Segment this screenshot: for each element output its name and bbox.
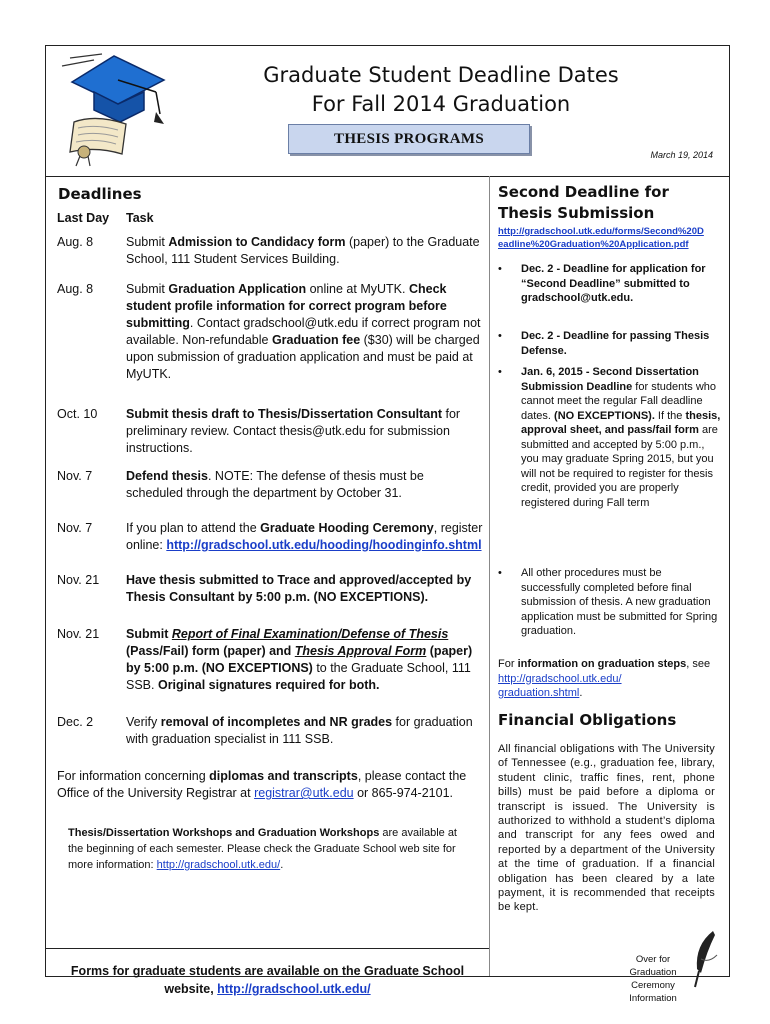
graduation-steps-link[interactable]: http://gradschool.utk.edu/ [498, 672, 622, 685]
financial-heading: Financial Obligations [498, 711, 677, 729]
row-date: Oct. 10 [57, 407, 98, 421]
col-task: Task [126, 211, 154, 225]
bullet-dot: • [498, 330, 502, 342]
page-title-line1: Graduate Student Deadline Dates [263, 63, 619, 87]
column-divider [489, 176, 490, 976]
registrar-email-link[interactable]: registrar@utk.edu [254, 786, 354, 800]
bullet-text: Dec. 2 - Deadline for application for “Second Deadline” submitted to gradschool@utk.edu. [521, 263, 706, 304]
col-last-day: Last Day [57, 211, 110, 225]
second-deadline-link[interactable]: http://gradschool.utk.edu/forms/Second%20D eadline%20Graduation%20Application.pdf [498, 226, 704, 250]
deadlines-column-headers [57, 211, 154, 225]
bullet-dot: • [498, 366, 502, 378]
row-task: Defend thesis. NOTE: The defense of thesis must be scheduled through the department by October 31. [126, 469, 424, 500]
page-title-line2: For Fall 2014 Graduation [311, 92, 571, 116]
bullet-dot: • [498, 567, 502, 579]
row-task: Submit thesis draft to Thesis/Dissertation Consultant for preliminary review. Contact thesis@utk.edu for submission instructions. [126, 407, 461, 455]
forms-box [46, 948, 489, 996]
row-task: If you plan to attend the Graduate Hooding Ceremony, register online: http://gradschool.utk.edu/hooding/hoodinginfo.shtml [126, 521, 483, 552]
forms-note: Forms for graduate students are available on the Graduate School website, http://gradschool.utk.edu/ [70, 964, 465, 996]
row-date: Nov. 21 [57, 573, 100, 587]
bullet-text: Jan. 6, 2015 - Second Dissertation Submission Deadline for students who cannot meet the regular Fall deadline dates. (NO EXCEPTIONS). If the thesis, approval sheet, and pass/fail form are submitted and accepted by 5:00 p.m., you may graduate Spring 2015, but you will not be required to register for thesis credit, provided you are properly registered during Fall term [521, 366, 721, 509]
row-date: Nov. 7 [57, 521, 93, 535]
row-task: Submit Admission to Candidacy form (paper) to the Graduate School, 111 Student Services Building. [126, 235, 480, 266]
document-page [45, 45, 730, 1004]
graduation-cap-diploma-icon [56, 52, 176, 167]
row-date: Aug. 8 [57, 282, 94, 296]
document-date: March 19, 2014 [650, 150, 713, 160]
bullet-dot: • [498, 263, 502, 275]
row-task: Verify removal of incompletes and NR grades for graduation with graduation specialist in 111 SSB. [126, 715, 473, 746]
graduation-steps-link-cont[interactable]: graduation.shtml [498, 687, 580, 699]
row-date: Dec. 2 [57, 715, 94, 729]
row-date: Aug. 8 [57, 235, 94, 249]
over-note: Over for Graduation Ceremony Information [629, 954, 677, 1004]
deadlines-heading: Deadlines [58, 185, 142, 203]
header [46, 46, 729, 177]
row-date: Nov. 21 [57, 627, 100, 641]
bullet-text: Dec. 2 - Deadline for passing Thesis Defense. [521, 330, 710, 357]
quill-pen-icon [689, 929, 719, 991]
row-date: Nov. 7 [57, 469, 93, 483]
bullet-text: All other procedures must be successfully completed before final submission of thesis. A new graduation application must be submitted for Spring graduation. [521, 567, 718, 637]
forms-link[interactable]: http://gradschool.utk.edu/ [217, 982, 371, 996]
hooding-link[interactable]: http://gradschool.utk.edu/hooding/hoodinginfo.shtml [166, 538, 482, 552]
row-task: Have thesis submitted to Trace and approved/accepted by Thesis Consultant by 5:00 p.m. (NO EXCEPTIONS). [126, 573, 472, 604]
program-banner: THESIS PROGRAMS [288, 124, 530, 154]
diplomas-note: For information concerning diplomas and transcripts, please contact the Office of the University Registrar at registrar@utk.edu or 865-974-2101. [57, 769, 467, 800]
second-deadline-heading: Second Deadline for Thesis Submission [498, 183, 669, 222]
row-task: Submit Graduation Application online at MyUTK. Check student profile information for correct program before submitting. Contact gradschool@utk.edu if correct program not available. Non-refundable Graduation fee ($30) will be charged upon submission of graduation application and must be paid at MyUTK. [126, 282, 481, 381]
workshops-note: Thesis/Dissertation Workshops and Graduation Workshops are available at the beginning of each semester. Please check the Graduate School web site for more information: http://gradschool.utk.edu/. [68, 827, 457, 871]
gradschool-link[interactable]: http://gradschool.utk.edu/ [156, 859, 281, 871]
row-task: Submit Report of Final Examination/Defense of Thesis (Pass/Fail) form (paper) and Thesis Approval Form (paper) by 5:00 p.m. (NO EXCEPTIONS) to the Graduate School, 111 SSB. Original signatures required for both. [126, 627, 473, 692]
graduation-steps-note: For information on graduation steps, see http://gradschool.utk.edu/ graduation.shtml. [498, 658, 711, 699]
financial-text: All financial obligations with The University of Tennessee (e.g., graduation fee, library, student clinic, traffic fines, rent, phone bills) must be paid before a diploma or transcript is issued. The University is authorized to withhold a student’s diploma and transcript for any fees owed and reported by a department of the University at the time of graduation. If a financial obligation has been cleared by a late payment, it is recommended that receipts be kept. [498, 743, 715, 914]
